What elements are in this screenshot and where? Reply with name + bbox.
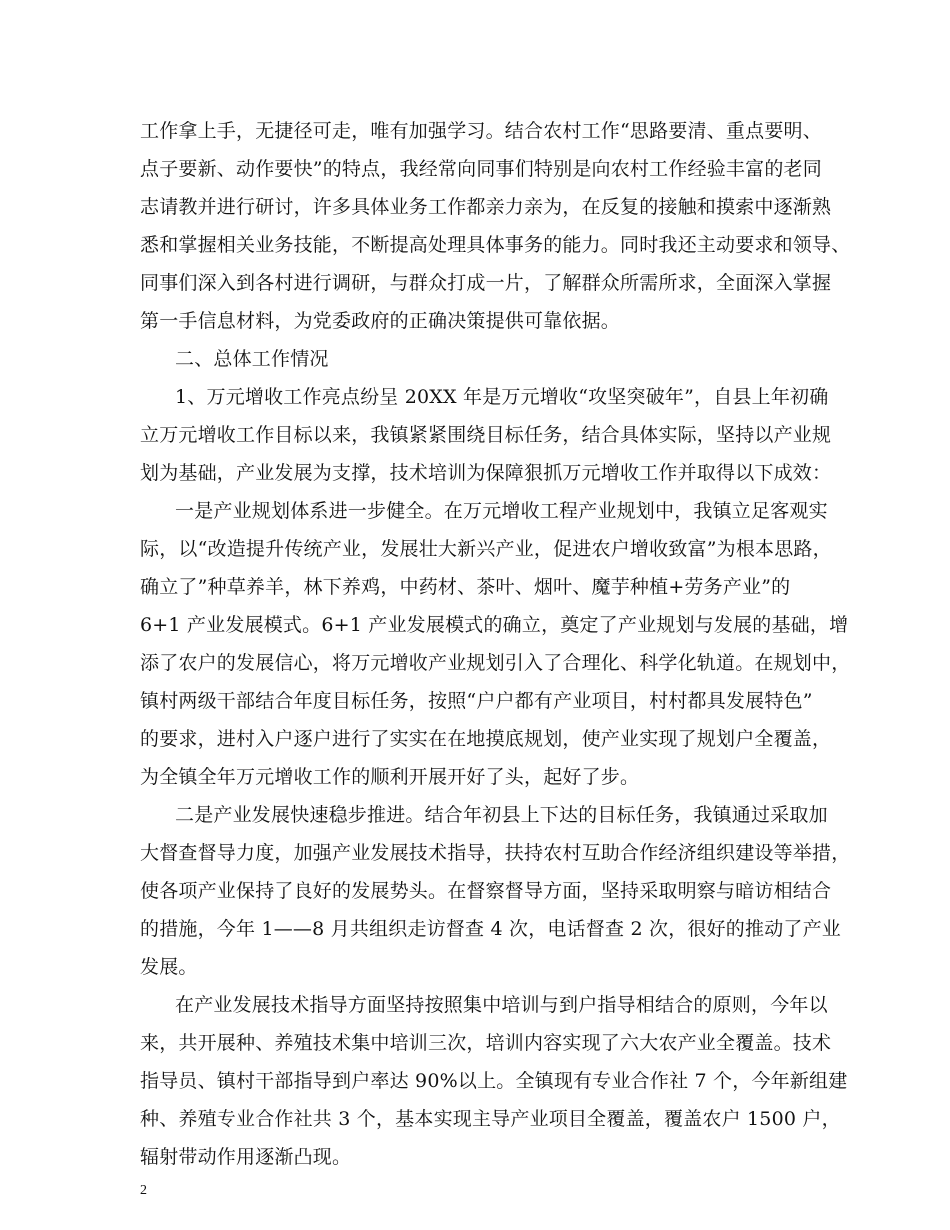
text-line: 点子要新、动作要快”的特点，我经常向同事们特别是向农村工作经验丰富的老同: [140, 158, 822, 180]
text-line: 发展。: [140, 956, 198, 978]
text-line: 镇村两级干部结合年度目标任务，按照“户户都有产业项目，村村都具发展特色”: [140, 690, 813, 712]
text-line: 一是产业规划体系进一步健全。在万元增收工程产业规划中，我镇立足客观实: [175, 500, 828, 522]
section-heading: 二、总体工作情况: [175, 348, 329, 370]
text-line: 划为基础，产业发展为支撑，技术培训为保障狠抓万元增收工作并取得以下成效：: [140, 462, 832, 484]
text-line: 二是产业发展快速稳步推进。结合年初县上下达的目标任务，我镇通过采取加: [175, 804, 828, 826]
text-line: 志请教并进行研讨，许多具体业务工作都亲力亲为，在反复的接触和摸索中逐渐熟: [140, 196, 832, 218]
text-line: 工作拿上手，无捷径可走，唯有加强学习。结合农村工作“思路要清、重点要明、: [140, 120, 822, 142]
text-line: 种、养殖专业合作社共 3 个，基本实现主导产业项目全覆盖，覆盖农户 1500 户，: [140, 1108, 841, 1130]
text-line: 第一手信息材料，为党委政府的正确决策提供可靠依据。: [140, 310, 621, 332]
text-line: 6+1 产业发展模式。6+1 产业发展模式的确立，奠定了产业规划与发展的基础，增: [140, 614, 849, 636]
text-line: 使各项产业保持了良好的发展势头。在督察督导方面，坚持采取明察与暗访相结合: [140, 880, 832, 902]
text-line: 悉和掌握相关业务技能，不断提高处理具体事务的能力。同时我还主动要求和领导、: [140, 234, 851, 256]
text-line: 来，共开展种、养殖技术集中培训三次，培训内容实现了六大农产业全覆盖。技术: [140, 1032, 832, 1054]
text-line: 添了农户的发展信心，将万元增收产业规划引入了合理化、科学化轨道。在规划中，: [140, 652, 851, 674]
text-line: 立万元增收工作目标以来，我镇紧紧围绕目标任务，结合具体实际，坚持以产业规: [140, 424, 832, 446]
page-number: 2: [140, 1183, 147, 1198]
text-line: 同事们深入到各村进行调研，与群众打成一片，了解群众所需所求，全面深入掌握: [140, 272, 832, 294]
text-line: 大督查督导力度，加强产业发展技术指导，扶持农村互助合作经济组织建设等举措，: [140, 842, 851, 864]
text-line: 的措施，今年 1——8 月共组织走访督查 4 次，电话督查 2 次，很好的推动了产业: [140, 918, 841, 940]
text-line: 辐射带动作用逐渐凸现。: [140, 1146, 352, 1168]
text-line: 为全镇全年万元增收工作的顺利开展开好了头，起好了步。: [140, 766, 640, 788]
text-line: 在产业发展技术指导方面坚持按照集中培训与到户指导相结合的原则，今年以: [175, 994, 828, 1016]
text-line: 1、万元增收工作亮点纷呈 20XX 年是万元增收“攻坚突破年”，自县上年初确: [175, 386, 829, 408]
text-line: 指导员、镇村干部指导到户率达 90%以上。全镇现有专业合作社 7 个，今年新组建: [140, 1070, 848, 1092]
text-line: 确立了”种草养羊，林下养鸡，中药材、茶叶、烟叶、魔芋种植+劳务产业”的: [140, 576, 791, 598]
text-line: 的要求，进村入户逐户进行了实实在在地摸底规划，使产业实现了规划户全覆盖，: [140, 728, 832, 750]
text-line: 际，以“改造提升传统产业，发展壮大新兴产业，促进农户增收致富”为根本思路，: [140, 538, 832, 560]
